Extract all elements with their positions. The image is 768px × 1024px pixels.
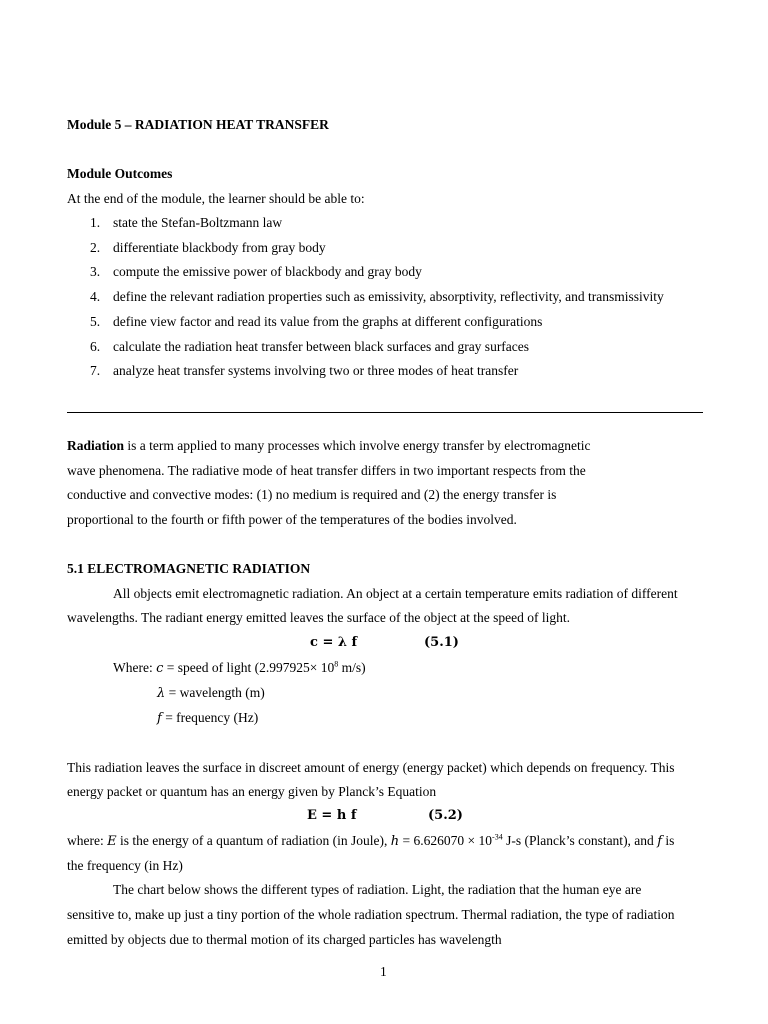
radiation-intro-line-3: conductive and convective modes: (1) no medium is required and (2) the energy transfer is [67, 487, 557, 502]
where-lambda-line [157, 685, 265, 701]
radiation-intro-line-4: proportional to the fourth or fifth power of the temperatures of the bodies involved. [67, 512, 517, 527]
f-definition: = frequency (Hz) [161, 710, 259, 725]
list-item-number: 7. [90, 363, 101, 378]
c-units: m/s) [338, 660, 366, 675]
paragraph-4-line-2: sensitive to, make up just a tiny portion of the whole radiation spectrum. Thermal radiation, the type of radiation [67, 907, 675, 922]
symbol-f: f [657, 834, 662, 849]
h-units: J-s (Planck’s constant), and [502, 833, 658, 848]
list-item: define view factor and read its value from the graphs at different configurations [113, 314, 543, 329]
where-label: Where: [113, 660, 153, 675]
radiation-intro-line-1 [67, 438, 590, 454]
list-item: calculate the radiation heat transfer between black surfaces and gray surfaces [113, 339, 530, 354]
c-definition: = speed of light (2.997925× 10 [163, 660, 335, 675]
radiation-term: Radiation [67, 438, 125, 453]
symbol-f: f [157, 711, 162, 726]
equation-5-1: c = λ f [310, 635, 358, 650]
list-item: analyze heat transfer systems involving two or three modes of heat transfer [113, 363, 519, 378]
section-divider [67, 412, 703, 413]
equation-5-2-number: (5.2) [428, 808, 463, 823]
paragraph-1-line-2: wavelengths. The radiant energy emitted leaves the surface of the object at the speed of light. [67, 610, 570, 625]
lambda-definition: = wavelength (m) [165, 685, 265, 700]
paragraph-2-line-1: This radiation leaves the surface in discreet amount of energy (energy packet) which depends on frequency. This [67, 760, 675, 775]
where-c-line [113, 660, 366, 676]
paragraph-3-line-2: the frequency (in Hz) [67, 858, 183, 873]
equation-5-1-number: (5.1) [424, 635, 459, 650]
section-heading: 5.1 ELECTROMAGNETIC RADIATION [67, 561, 311, 576]
paragraph-1-line-1: All objects emit electromagnetic radiation. An object at a certain temperature emits radiation of different [113, 586, 678, 601]
list-item: state the Stefan-Boltzmann law [113, 215, 283, 230]
list-item: differentiate blackbody from gray body [113, 240, 326, 255]
symbol-h: h [390, 834, 400, 849]
equation-5-2: E = h f [307, 808, 357, 823]
E-definition: is the energy of a quantum of radiation (in Joule), [116, 833, 391, 848]
f-trailing: is [662, 833, 675, 848]
list-item-number: 1. [90, 215, 101, 230]
module-title: Module 5 – RADIATION HEAT TRANSFER [67, 117, 329, 132]
h-exponent: -34 [492, 832, 503, 842]
symbol-E: E [107, 834, 117, 849]
symbol-c: c [156, 661, 164, 676]
list-item-number: 5. [90, 314, 101, 329]
list-item: define the relevant radiation properties such as emissivity, absorptivity, reflectivity, and transmissivity [113, 289, 664, 304]
list-item-number: 4. [90, 289, 101, 304]
list-item-number: 3. [90, 264, 101, 279]
c-exponent: 8 [334, 659, 339, 669]
symbol-lambda: λ [157, 686, 166, 701]
paragraph-4-line-1: The chart below shows the different types of radiation. Light, the radiation that the human eye are [113, 882, 642, 897]
radiation-intro-line-2: wave phenomena. The radiative mode of heat transfer differs in two important respects from the [67, 463, 586, 478]
paragraph-3-line-1 [67, 833, 674, 849]
paragraph-4-line-3: emitted by objects due to thermal motion of its charged particles has wavelength [67, 932, 502, 947]
radiation-intro-text: is a term applied to many processes which involve energy transfer by electromagnetic [124, 438, 591, 453]
outcomes-heading: Module Outcomes [67, 166, 173, 181]
paragraph-2-line-2: energy packet or quantum has an energy given by Planck’s Equation [67, 784, 437, 799]
h-value: = 6.626070 × 10 [399, 833, 493, 848]
where-text: where: [67, 833, 108, 848]
page-number: 1 [380, 964, 387, 979]
outcomes-intro: At the end of the module, the learner should be able to: [67, 191, 365, 206]
where-f-line [157, 710, 258, 726]
list-item-number: 2. [90, 240, 101, 255]
list-item: compute the emissive power of blackbody and gray body [113, 264, 422, 279]
list-item-number: 6. [90, 339, 101, 354]
